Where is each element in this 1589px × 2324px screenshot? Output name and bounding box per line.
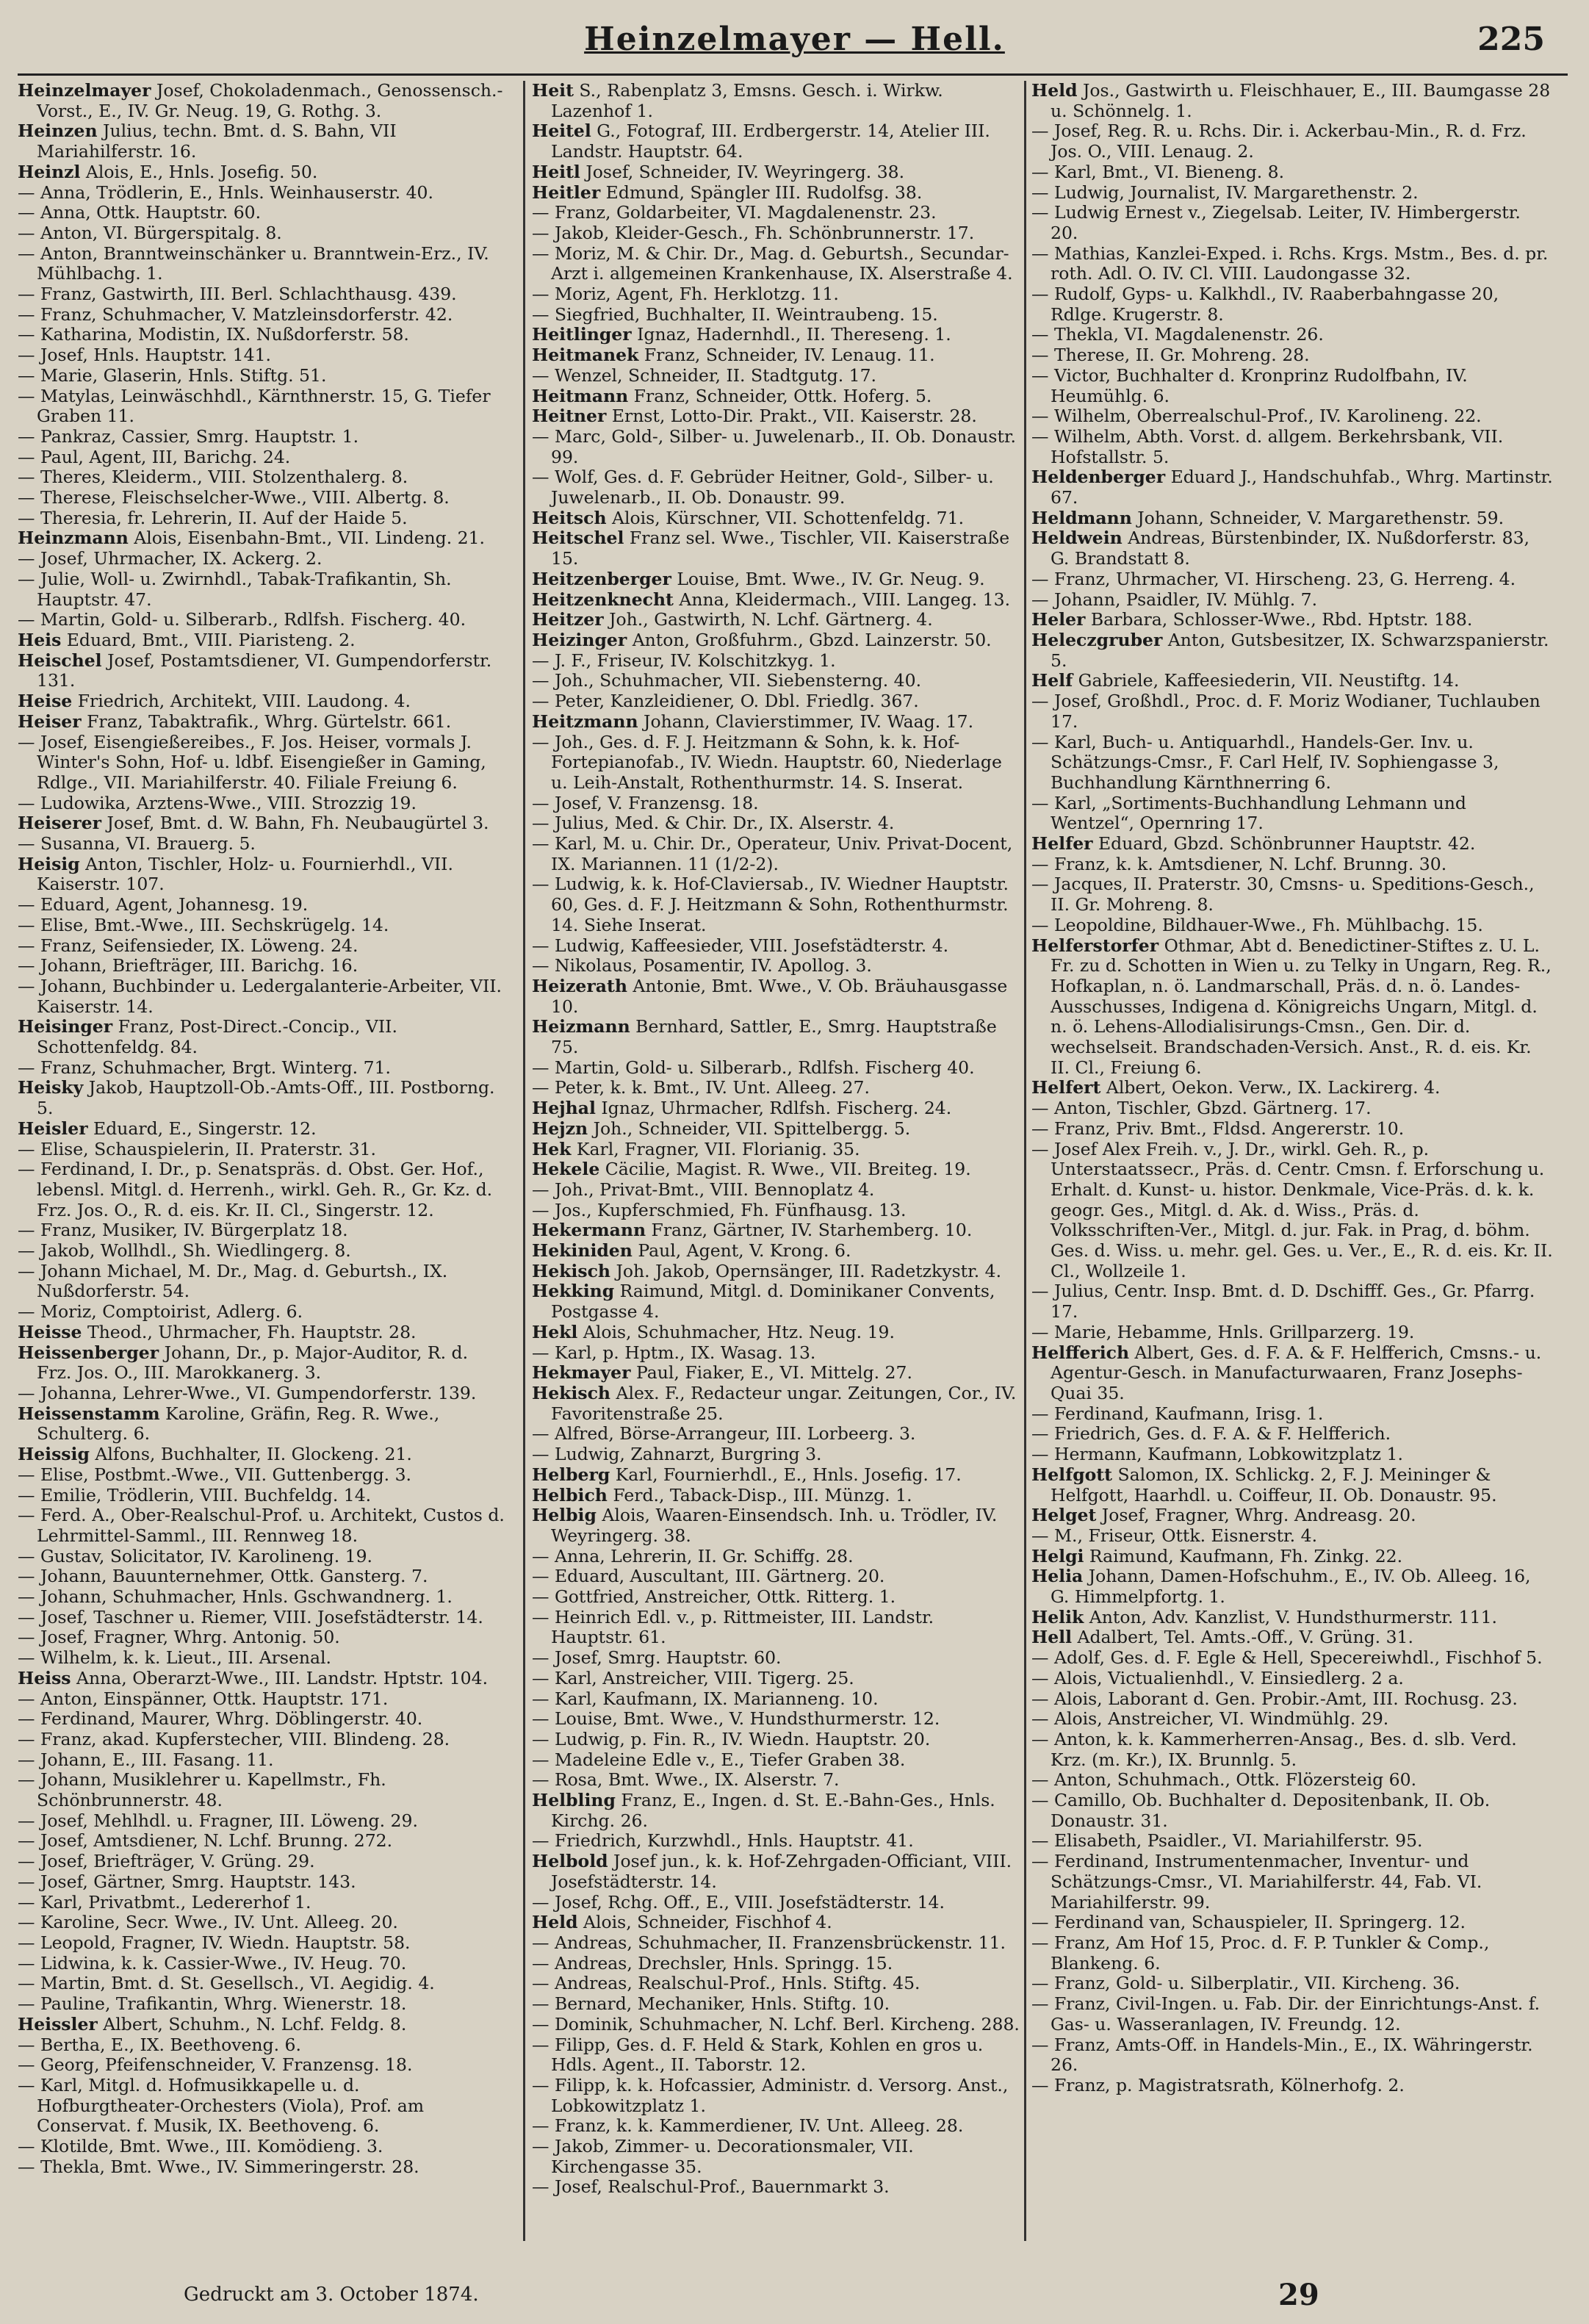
directory-entry: — Rosa, Bmt. Wwe., IX. Alserstr. 7. — [532, 1769, 840, 1791]
directory-entry: — Karl, p. Hptm., IX. Wasag. 13. — [532, 1342, 816, 1363]
directory-entry: — Franz, Uhrmacher, VI. Hirscheng. 23, G. Herreng. 4. — [1031, 568, 1516, 589]
directory-entry: — Elise, Bmt.-Wwe., III. Sechskrügelg. 14. — [18, 914, 389, 935]
directory-entry: — Anton, Tischler, Gbzd. Gärtnerg. 17. — [1031, 1098, 1372, 1119]
directory-entry: — J. F., Friseur, IV. Kolschitzkyg. 1. — [532, 650, 836, 671]
directory-entry: — Therese, II. Gr. Mohreng. 28. — [1031, 345, 1310, 366]
directory-entry: — Ferdinand van, Schauspieler, II. Springerg. 12. — [1031, 1912, 1466, 1933]
directory-entry: — Wolf, Ges. d. F. Gebrüder Heitner, Gold-, Silber- u. Juwelenarb., II. Ob. Donaustr. 99. — [532, 467, 994, 508]
directory-entry: — Andreas, Drechsler, Hnls. Springg. 15. — [532, 1952, 893, 1974]
directory-entry: — Adolf, Ges. d. F. Egle & Hell, Specereiwhdl., Fischhof 5. — [1031, 1647, 1543, 1669]
directory-entry: — Karl, Kaufmann, IX. Marianneng. 10. — [532, 1688, 879, 1709]
directory-entry: — Elise, Schauspielerin, II. Praterstr. 31. — [18, 1138, 376, 1159]
directory-entry: — Thekla, Bmt. Wwe., IV. Simmeringerstr. 28. — [18, 2156, 419, 2177]
directory-entry: — Josef, Amtsdiener, N. Lchf. Brunng. 272. — [18, 1830, 393, 1852]
directory-entry: Held Alois, Schneider, Fischhof 4. — [532, 1912, 832, 1933]
directory-entry: — Filipp, k. k. Hofcassier, Administr. d. Versorg. Anst., Lobkowitzplatz 1. — [532, 2074, 1009, 2116]
directory-entry: — Johann, Psaidler, IV. Mühlg. 7. — [1031, 589, 1318, 610]
directory-entry: — Gustav, Solicitator, IV. Karolineng. 19. — [18, 1545, 373, 1566]
directory-entry: Heldwein Andreas, Bürstenbinder, IX. Nußdorferstr. 83, G. Brandstatt 8. — [1031, 528, 1529, 569]
directory-entry: Heisse Theod., Uhrmacher, Fh. Hauptstr. 28. — [18, 1321, 417, 1342]
directory-entry: — Joh., Schuhmacher, VII. Siebensterng. 40. — [532, 670, 922, 691]
directory-entry: Heitsch Alois, Kürschner, VII. Schottenfeldg. 71. — [532, 507, 965, 528]
directory-entry: — Marc, Gold-, Silber- u. Juwelenarb., II. Ob. Donaustr. 99. — [532, 425, 1017, 467]
directory-entry: — Andreas, Realschul-Prof., Hnls. Stiftg. 45. — [532, 1973, 920, 1994]
directory-entry: Heleczgruber Anton, Gutsbesitzer, IX. Schwarzspanierstr. 5. — [1031, 629, 1549, 671]
print-date: Gedruckt am 3. October 1874. — [184, 2284, 479, 2306]
page-footer — [0, 2278, 1589, 2314]
directory-entry: Hekermann Franz, Gärtner, IV. Starhemberg. 10. — [532, 1220, 973, 1241]
directory-entry: Heitschel Franz sel. Wwe., Tischler, VII. Kaiserstraße 15. — [532, 528, 1010, 569]
directory-entry: — Franz, Amts-Off. in Handels-Min., E., IX. Währingerstr. 26. — [1031, 2034, 1533, 2076]
directory-entry: — Andreas, Schuhmacher, II. Franzensbrückenstr. 11. — [532, 1932, 1006, 1953]
directory-entry: Helik Anton, Adv. Kanzlist, V. Hundsthurmerstr. 111. — [1031, 1606, 1498, 1627]
directory-entry: — Camillo, Ob. Buchhalter d. Depositenbank, II. Ob. Donaustr. 31. — [1031, 1790, 1491, 1831]
directory-entry: Hekmayer Paul, Fiaker, E., VI. Mittelg. 27. — [532, 1362, 912, 1384]
page-header — [0, 21, 1589, 65]
directory-entry: Helfer Eduard, Gbzd. Schönbrunner Hauptstr. 42. — [1031, 833, 1476, 855]
column-3 — [1031, 81, 1553, 2241]
directory-entry: Heise Friedrich, Architekt, VIII. Laudong. 4. — [18, 691, 411, 712]
directory-entry: — Anton, Branntweinschänker u. Branntwein-Erz., IV. Mühlbachg. 1. — [18, 242, 489, 284]
directory-entry: — Wilhelm, Oberrealschul-Prof., IV. Karolineng. 22. — [1031, 406, 1482, 427]
directory-entry: — Elise, Postbmt.-Wwe., VII. Guttenbergg. 3. — [18, 1464, 412, 1485]
directory-entry: — Alois, Laborant d. Gen. Probir.-Amt, III. Rochusg. 23. — [1031, 1688, 1518, 1709]
directory-entry: — Josef, Eisengießereibes., F. Jos. Heiser, vormals J. Winter's Sohn, Hof- u. ldbf. Eisengießer in Gaming, Rdlge., VII. Mariahilferstr. 40. Filiale Freiung 6. — [18, 731, 486, 793]
directory-entry: Heizerath Antonie, Bmt. Wwe., V. Ob. Bräuhausgasse 10. — [532, 975, 1008, 1017]
directory-entry: — Katharina, Modistin, IX. Nußdorferstr. 58. — [18, 324, 409, 345]
directory-entry: — Pauline, Trafikantin, Whrg. Wienerstr. 18. — [18, 1993, 407, 2015]
directory-entry: — Ludwig, Zahnarzt, Burgring 3. — [532, 1444, 822, 1465]
directory-entry: Helgi Raimund, Kaufmann, Fh. Zinkg. 22. — [1031, 1545, 1403, 1566]
directory-entry: — Rudolf, Gyps- u. Kalkhdl., IV. Raaberbahngasse 20, Rdlge. Krugerstr. 8. — [1031, 284, 1499, 325]
directory-entry: — Josef, Gärtner, Smrg. Hauptstr. 143. — [18, 1871, 356, 1892]
directory-entry: — Peter, Kanzleidiener, O. Dbl. Friedlg. 367. — [532, 691, 919, 712]
directory-entry: — Franz, Gastwirth, III. Berl. Schlachthausg. 439. — [18, 284, 457, 305]
directory-entry: — Louise, Bmt. Wwe., V. Hundsthurmerstr. 12. — [532, 1708, 940, 1730]
directory-entry: — Anton, Einspänner, Ottk. Hauptstr. 171. — [18, 1688, 389, 1709]
directory-entry: — Johann, Musiklehrer u. Kapellmstr., Fh. Schönbrunnerstr. 48. — [18, 1769, 386, 1811]
directory-entry: Helberg Karl, Fournierhdl., E., Hnls. Josefig. 17. — [532, 1464, 962, 1485]
directory-entry: — Josef, Realschul-Prof., Bauernmarkt 3. — [532, 2176, 890, 2198]
directory-entry: — Josef, Uhrmacher, IX. Ackerg. 2. — [18, 548, 323, 569]
directory-entry: Helbig Alois, Waaren-Einsendsch. Inh. u. Trödler, IV. Weyringerg. 38. — [532, 1505, 998, 1546]
directory-entry: — Johanna, Lehrer-Wwe., VI. Gumpendorferstr. 139. — [18, 1383, 477, 1403]
directory-entry: — Marie, Hebamme, Hnls. Grillparzerg. 19. — [1031, 1321, 1415, 1342]
directory-entry: Heiser Franz, Tabaktrafik., Whrg. Gürtelstr. 661. — [18, 710, 452, 732]
directory-entry: Heizinger Anton, Großfuhrm., Gbzd. Lainzerstr. 50. — [532, 629, 992, 650]
directory-entry: — Elisabeth, Psaidler., VI. Mariahilferstr. 95. — [1031, 1830, 1423, 1852]
directory-entry: Heldmann Johann, Schneider, V. Margarethenstr. 59. — [1031, 507, 1505, 528]
directory-entry: — Marie, Glaserin, Hnls. Stiftg. 51. — [18, 364, 327, 386]
directory-entry: — Josef, Smrg. Hauptstr. 60. — [532, 1647, 782, 1669]
directory-entry: Heit S., Rabenplatz 3, Emsns. Gesch. i. Wirkw. Lazenhof 1. — [532, 81, 943, 121]
directory-entry: — Johann Michael, M. Dr., Mag. d. Geburtsh., IX. Nußdorferstr. 54. — [18, 1260, 448, 1302]
directory-entry: — Anna, Ottk. Hauptstr. 60. — [18, 202, 262, 223]
column-1 — [18, 81, 506, 2241]
directory-entry: — Emilie, Trödlerin, VIII. Buchfeldg. 14. — [18, 1484, 372, 1505]
directory-entry: — Dominik, Schuhmacher, N. Lchf. Berl. Kircheng. 288. — [532, 2013, 1020, 2035]
directory-entry: — Karl, Mitgl. d. Hofmusikkapelle u. d. Hofburgtheater-Orchesters (Viola), Prof. am Conservat. f. Musik, IX. Beethoveng. 6. — [18, 2074, 425, 2137]
directory-entry: Heitzenknecht Anna, Kleidermach., VIII. Langeg. 13. — [532, 589, 1011, 610]
directory-entry: Heitl Josef, Schneider, IV. Weyringerg. 38. — [532, 161, 905, 182]
directory-entry: Heizmann Bernhard, Sattler, E., Smrg. Hauptstraße 75. — [532, 1016, 997, 1058]
directory-entry: — Jakob, Zimmer- u. Decorationsmaler, VII. Kirchengasse 35. — [532, 2136, 914, 2177]
directory-entry: — Bertha, E., IX. Beethoveng. 6. — [18, 2034, 301, 2055]
directory-entry: — Josef, Fragner, Whrg. Antonig. 50. — [18, 1627, 340, 1648]
directory-entry: — Johann, Schuhmacher, Hnls. Gschwandnerg. 1. — [18, 1586, 453, 1608]
directory-entry: — Ferdinand, I. Dr., p. Senatspräs. d. Obst. Ger. Hof., lebensl. Mitgl. d. Herrenh., wirkl. Geh. R., Gr. Kz. d. Frz. Jos. O., R. d. eis. Kr. II. Cl., Singerstr. 12. — [18, 1159, 493, 1220]
directory-entry: — Heinrich Edl. v., p. Rittmeister, III. Landstr. Hauptstr. 61. — [532, 1606, 934, 1648]
directory-entry: — Josef, Briefträger, V. Grüng. 29. — [18, 1851, 315, 1872]
directory-entry: — Moriz, Comptoirist, Adlerg. 6. — [18, 1301, 303, 1323]
directory-entry: — Karoline, Secr. Wwe., IV. Unt. Alleeg. 20. — [18, 1912, 398, 1933]
directory-entry: Hekisch Joh. Jakob, Opernsänger, III. Radetzkystr. 4. — [532, 1260, 1002, 1281]
directory-entry: — Siegfried, Buchhalter, II. Weintraubeng. 15. — [532, 303, 938, 325]
directory-entry: Heinzelmayer Josef, Chokoladenmach., Genossensch.-Vorst., E., IV. Gr. Neug. 19, G. Rothg. 3. — [18, 81, 503, 121]
directory-entry: — Franz, k. k. Amtsdiener, N. Lchf. Brunng. 30. — [1031, 853, 1447, 874]
directory-entry: — Ferd. A., Ober-Realschul-Prof. u. Architekt, Custos d. Lehrmittel-Samml., III. Rennweg 18. — [18, 1505, 505, 1546]
directory-entry: — Anton, k. k. Kammerherren-Ansag., Bes. d. slb. Verd. Krz. (m. Kr.), IX. Brunnlg. 5. — [1031, 1728, 1517, 1770]
directory-entry: — Martin, Gold- u. Silberarb., Rdlfsh. Fischerg. 40. — [18, 609, 466, 630]
directory-entry: — Pankraz, Cassier, Smrg. Hauptstr. 1. — [18, 425, 359, 447]
directory-entry: — Franz, Seifensieder, IX. Löweng. 24. — [18, 935, 358, 956]
directory-entry: — Franz, Schuhmacher, V. Matzleinsdorferstr. 42. — [18, 303, 453, 325]
directory-entry: Hejzn Joh., Schneider, VII. Spittelbergg. 5. — [532, 1118, 911, 1139]
directory-entry: — Ferdinand, Kaufmann, Irisg. 1. — [1031, 1403, 1324, 1424]
directory-entry: Hekking Raimund, Mitgl. d. Dominikaner Convents, Postgasse 4. — [532, 1281, 995, 1323]
directory-entry: Heiss Anna, Oberarzt-Wwe., III. Landstr. Hptstr. 104. — [18, 1667, 489, 1688]
directory-entry: — Alois, Victualienhdl., V. Einsiedlerg. 2 a. — [1031, 1667, 1404, 1688]
directory-entry: — Mathias, Kanzlei-Exped. i. Rchs. Krgs. Mstm., Bes. d. pr. roth. Adl. O. IV. Cl. VIII. Laudongasse 32. — [1031, 242, 1549, 284]
directory-entry: — Franz, Gold- u. Silberplatir., VII. Kircheng. 36. — [1031, 1973, 1460, 1994]
directory-entry: Helbling Franz, E., Ingen. d. St. E.-Bahn-Ges., Hnls. Kirchg. 26. — [532, 1790, 995, 1831]
directory-entry: — Franz, Musiker, IV. Bürgerplatz 18. — [18, 1220, 348, 1241]
directory-entry: — Wilhelm, k. k. Lieut., III. Arsenal. — [18, 1647, 331, 1669]
directory-entry: — Victor, Buchhalter d. Kronprinz Rudolfbahn, IV. Heumühlg. 6. — [1031, 364, 1468, 406]
directory-entry: Heitmann Franz, Schneider, Ottk. Hoferg. 5. — [532, 385, 932, 406]
directory-entry: Heldenberger Eduard J., Handschuhfab., Whrg. Martinstr. 67. — [1031, 467, 1553, 508]
directory-entry: — Josef, Taschner u. Riemer, VIII. Josefstädterstr. 14. — [18, 1606, 483, 1627]
directory-entry: — Julius, Med. & Chir. Dr., IX. Alserstr. 4. — [532, 813, 895, 834]
directory-entry: — Leopold, Fragner, IV. Wiedn. Hauptstr. 58. — [18, 1932, 411, 1953]
directory-entry: — Julie, Woll- u. Zwirnhdl., Tabak-Trafikantin, Sh. Hauptstr. 47. — [18, 568, 452, 610]
columns — [18, 81, 1571, 2241]
directory-entry: Hekisch Alex. F., Redacteur ungar. Zeitungen, Cor., IV. Favoritenstraße 25. — [532, 1383, 1017, 1424]
directory-entry: Heinzen Julius, techn. Bmt. d. S. Bahn, VII Mariahilferstr. 16. — [18, 120, 397, 162]
directory-entry: Heler Barbara, Schlosser-Wwe., Rbd. Hptstr. 188. — [1031, 609, 1473, 630]
directory-entry: Helfert Albert, Oekon. Verw., IX. Lackirerg. 4. — [1031, 1077, 1441, 1098]
directory-entry: — Franz, p. Magistratsrath, Kölnerhofg. 2. — [1031, 2074, 1405, 2095]
directory-entry: — Theres, Kleiderm., VIII. Stolzenthalerg. 8. — [18, 467, 408, 488]
directory-entry: — Martin, Bmt. d. St. Gesellsch., VI. Aegidig. 4. — [18, 1973, 435, 1994]
directory-entry: — Madeleine Edle v., E., Tiefer Graben 38. — [532, 1749, 906, 1770]
directory-entry: — Wilhelm, Abth. Vorst. d. allgem. Berkehrsbank, VII. Hofstallstr. 5. — [1031, 425, 1504, 467]
page-number: 225 — [1477, 21, 1545, 58]
signature-mark: 29 — [1278, 2278, 1319, 2312]
directory-entry: — Franz, Goldarbeiter, VI. Magdalenenstr. 23. — [532, 202, 937, 223]
directory-entry: — Ludowika, Arztens-Wwe., VIII. Strozzig 19. — [18, 792, 417, 813]
directory-entry: — Karl, Anstreicher, VIII. Tigerg. 25. — [532, 1667, 854, 1688]
directory-entry: — Peter, k. k. Bmt., IV. Unt. Alleeg. 27. — [532, 1077, 870, 1098]
directory-entry: Heisky Jakob, Hauptzoll-Ob.-Amts-Off., III. Postborng. 5. — [18, 1077, 495, 1119]
directory-entry: — Jakob, Wollhdl., Sh. Wiedlingerg. 8. — [18, 1240, 351, 1262]
directory-entry: Hekele Cäcilie, Magist. R. Wwe., VII. Breiteg. 19. — [532, 1159, 971, 1180]
directory-entry: — Gottfried, Anstreicher, Ottk. Ritterg. 1. — [532, 1586, 896, 1608]
header-rule — [18, 73, 1568, 76]
directory-entry: — Alois, Anstreicher, VI. Windmühlg. 29. — [1031, 1708, 1389, 1730]
directory-entry: — Josef Alex Freih. v., J. Dr., wirkl. Geh. R., p. Unterstaatssecr., Präs. d. Centr. Cmsn. f. Erforschung u. Erhalt. d. Kunst- u. histor. Denkmale, Vice-Präs. d. k. k. geogr. Ges., Mitgl. d. Ak. d. Wiss., Präs. d. Volksschriften-Ver., Mitgl. d. jur. Fak. in Prag, d. böhm. Ges. d. Wiss. u. mehr. gel. Ges. u. Ver., E., R. d. eis. Kr. II. Cl., Wollzeile 1. — [1031, 1138, 1553, 1281]
directory-entry: — Karl, Bmt., VI. Bieneng. 8. — [1031, 161, 1285, 182]
directory-entry: — Karl, Buch- u. Antiquarhdl., Handels-Ger. Inv. u. Schätzungs-Cmsr., F. Carl Helf, IV. Sophiengasse 3, Buchhandlung Kärnthnerring 6. — [1031, 731, 1499, 793]
directory-entry: Helferstorfer Othmar, Abt d. Benedictiner-Stiftes z. U. L. Fr. zu d. Schotten in Wien u. zu Telky in Ungarn, Reg. R., Hofkaplan, n. ö. Landmarschall, Präs. d. n. ö. Landes-Ausschusses, Indigena d. Königreichs Ungarn, Mitgl. d. n. ö. Lehens-Allodialisirungs-Cmsn., Gen. Dir. d. wechselseit. Brandschaden-Versich. Anst., R. d. eis. Kr. II. Cl., Freiung 6. — [1031, 935, 1552, 1078]
directory-entry: Hekl Alois, Schuhmacher, Htz. Neug. 19. — [532, 1321, 895, 1342]
directory-entry: — Josef, Reg. R. u. Rchs. Dir. i. Ackerbau-Min., R. d. Frz. Jos. O., VIII. Lenaug. 2. — [1031, 120, 1527, 162]
directory-entry: — Josef, Großhdl., Proc. d. F. Moriz Wodianer, Tuchlauben 17. — [1031, 691, 1541, 732]
directory-entry: — Theresia, fr. Lehrerin, II. Auf der Haide 5. — [18, 507, 408, 528]
directory-entry: — Moriz, M. & Chir. Dr., Mag. d. Geburtsh., Secundar-Arzt i. allgemeinen Krankenhause, IX. Alserstraße 4. — [532, 242, 1013, 284]
directory-entry: Helbich Ferd., Taback-Disp., III. Münzg. 1. — [532, 1484, 912, 1505]
directory-entry: — Franz, akad. Kupferstecher, VIII. Blindeng. 28. — [18, 1728, 450, 1749]
directory-entry: — Johann, E., III. Fasang. 11. — [18, 1749, 274, 1770]
directory-entry: — Josef, Rchg. Off., E., VIII. Josefstädterstr. 14. — [532, 1891, 945, 1913]
directory-entry: — Franz, Civil-Ingen. u. Fab. Dir. der Einrichtungs-Anst. f. Gas- u. Wasseranlagen, IV. Freundg. 12. — [1031, 1993, 1541, 2035]
running-head-title: Heinzelmayer — Hell. — [584, 21, 1005, 58]
directory-entry: — Julius, Centr. Insp. Bmt. d. D. Dschifff. Ges., Gr. Pfarrg. 17. — [1031, 1281, 1535, 1323]
directory-entry: — Ferdinand, Maurer, Whrg. Döblingerstr. 40. — [18, 1708, 423, 1730]
directory-entry: — Josef, Mehlhdl. u. Fragner, III. Löweng. 29. — [18, 1810, 418, 1831]
directory-entry: — Ludwig Ernest v., Ziegelsab. Leiter, IV. Himbergerstr. 20. — [1031, 202, 1521, 243]
directory-entry: Heisig Anton, Tischler, Holz- u. Fournierhdl., VII. Kaiserstr. 107. — [18, 853, 453, 895]
directory-entry: — Karl, Privatbmt., Ledererhof 1. — [18, 1891, 311, 1913]
directory-entry: — Lidwina, k. k. Cassier-Wwe., IV. Heug. 70. — [18, 1952, 407, 1974]
directory-entry: Hek Karl, Fragner, VII. Florianig. 35. — [532, 1138, 860, 1159]
directory-entry: — Thekla, VI. Magdalenenstr. 26. — [1031, 324, 1324, 345]
directory-entry: — Ludwig, Kaffeesieder, VIII. Josefstädterstr. 4. — [532, 935, 949, 956]
directory-entry: — Jos., Kupferschmied, Fh. Fünfhausg. 13. — [532, 1199, 907, 1220]
directory-entry: Helbold Josef jun., k. k. Hof-Zehrgaden-Officiant, VIII. Josefstädterstr. 14. — [532, 1851, 1012, 1892]
directory-entry: Heissenberger Johann, Dr., p. Major-Auditor, R. d. Frz. Jos. O., III. Marokkanerg. 3. — [18, 1342, 469, 1384]
directory-entry: Heitlinger Ignaz, Hadernhdl., II. Thereseng. 1. — [532, 324, 951, 345]
directory-entry: — Franz, k. k. Kammerdiener, IV. Unt. Alleeg. 28. — [532, 2115, 964, 2137]
directory-entry: — Filipp, Ges. d. F. Held & Stark, Kohlen en gros u. Hdls. Agent., II. Taborstr. 12. — [532, 2034, 984, 2076]
directory-entry: — Ludwig, k. k. Hof-Claviersab., IV. Wiedner Hauptstr. 60, Ges. d. F. J. Heitzmann & Sohn, Rothenthurmstr. 14. Siehe Inserat. — [532, 874, 1009, 935]
directory-entry: — Moriz, Agent, Fh. Herklotzg. 11. — [532, 284, 839, 305]
directory-entry: Hell Adalbert, Tel. Amts.-Off., V. Grüng. 31. — [1031, 1627, 1413, 1648]
directory-entry: — Martin, Gold- u. Silberarb., Rdlfsh. Fischerg 40. — [532, 1057, 975, 1078]
directory-entry: Heitzenberger Louise, Bmt. Wwe., IV. Gr. Neug. 9. — [532, 568, 985, 589]
directory-entry: — Matylas, Leinwäschhdl., Kärnthnerstr. 15, G. Tiefer Graben 11. — [18, 385, 491, 427]
directory-entry: Heitel G., Fotograf, III. Erdbergerstr. 14, Atelier III. Landstr. Hauptstr. 64. — [532, 120, 990, 162]
directory-entry: Heis Eduard, Bmt., VIII. Piaristeng. 2. — [18, 629, 356, 650]
directory-entry: — Joh., Ges. d. F. J. Heitzmann & Sohn, k. k. Hof-Fortepianofab., IV. Wiedn. Hauptstr. 60, Niederlage u. Leih-Anstalt, Rothenthurmstr. 14. S. Inserat. — [532, 731, 1002, 793]
directory-entry: — Alfred, Börse-Arrangeur, III. Lorbeerg. 3. — [532, 1423, 916, 1445]
directory-entry: Heissler Albert, Schuhm., N. Lchf. Feldg. 8. — [18, 2013, 407, 2035]
directory-entry: Heissig Alfons, Buchhalter, II. Glockeng. 21. — [18, 1444, 412, 1465]
directory-entry: Helia Johann, Damen-Hofschuhm., E., IV. Ob. Alleeg. 16, G. Himmelpfortg. 1. — [1031, 1566, 1531, 1608]
directory-entry: — Ludwig, Journalist, IV. Margarethenstr. 2. — [1031, 181, 1419, 203]
directory-entry: Heinzl Alois, E., Hnls. Josefig. 50. — [18, 161, 318, 182]
directory-entry: — Karl, M. u. Chir. Dr., Operateur, Univ. Privat-Docent, IX. Mariannen. 11 (1/2-2). — [532, 833, 1013, 874]
directory-entry: — Jacques, II. Praterstr. 30, Cmsns- u. Speditions-Gesch., II. Gr. Mohreng. 8. — [1031, 874, 1535, 915]
directory-entry: — Johann, Bauunternehmer, Ottk. Gansterg. 7. — [18, 1566, 428, 1587]
directory-entry: — Wenzel, Schneider, II. Stadtgutg. 17. — [532, 364, 877, 386]
directory-entry: Heinzmann Alois, Eisenbahn-Bmt., VII. Lindeng. 21. — [18, 528, 486, 549]
directory-entry: — Eduard, Auscultant, III. Gärtnerg. 20. — [532, 1566, 885, 1587]
directory-entry: — Franz, Schuhmacher, Brgt. Winterg. 71. — [18, 1057, 391, 1078]
directory-entry: — Franz, Am Hof 15, Proc. d. F. P. Tunkler & Comp., Blankeng. 6. — [1031, 1932, 1490, 1974]
directory-entry: Helfgott Salomon, IX. Schlickg. 2, F. J. Meininger & Helfgott, Haarhdl. u. Coiffeur, II. Ob. Donaustr. 95. — [1031, 1464, 1497, 1505]
directory-entry: — Paul, Agent, III, Barichg. 24. — [18, 446, 291, 467]
directory-entry: — Anna, Trödlerin, E., Hnls. Weinhauserstr. 40. — [18, 181, 433, 203]
directory-entry: — Anton, Schuhmach., Ottk. Flözersteig 60. — [1031, 1769, 1417, 1791]
directory-entry: Helget Josef, Fragner, Whrg. Andreasg. 20. — [1031, 1505, 1416, 1526]
directory-entry: — Friedrich, Kurzwhdl., Hnls. Hauptstr. 41. — [532, 1830, 914, 1852]
directory-entry: Heitmanek Franz, Schneider, IV. Lenaug. 11. — [532, 345, 935, 366]
directory-entry: — Josef, Hnls. Hauptstr. 141. — [18, 345, 271, 366]
directory-entry: Hekiniden Paul, Agent, V. Krong. 6. — [532, 1240, 851, 1262]
directory-entry: Heisler Eduard, E., Singerstr. 12. — [18, 1118, 317, 1139]
directory-entry: — Eduard, Agent, Johannesg. 19. — [18, 894, 309, 915]
directory-entry: Heissenstamm Karoline, Gräfin, Reg. R. Wwe., Schulterg. 6. — [18, 1403, 440, 1445]
directory-entry: — Anna, Lehrerin, II. Gr. Schiffg. 28. — [532, 1545, 854, 1566]
directory-entry: — Anton, VI. Bürgerspitalg. 8. — [18, 222, 282, 243]
directory-entry: — Ferdinand, Instrumentenmacher, Inventur- und Schätzungs-Cmsr., VI. Mariahilferstr. 44, Fab. VI. Mariahilferstr. 99. — [1031, 1851, 1482, 1913]
directory-entry: — Bernard, Mechaniker, Hnls. Stiftg. 10. — [532, 1993, 890, 2015]
directory-entry: Heisinger Franz, Post-Direct.-Concip., VII. Schottenfeldg. 84. — [18, 1016, 397, 1058]
directory-entry: Heischel Josef, Postamtsdiener, VI. Gumpendorferstr. 131. — [18, 650, 492, 691]
directory-entry: — Susanna, VI. Brauerg. 5. — [18, 833, 256, 855]
directory-entry: — Jakob, Kleider-Gesch., Fh. Schönbrunnerstr. 17. — [532, 222, 975, 243]
directory-entry: Heitner Ernst, Lotto-Dir. Prakt., VII. Kaiserstr. 28. — [532, 406, 977, 427]
directory-entry: — Therese, Fleischselcher-Wwe., VIII. Albertg. 8. — [18, 487, 450, 508]
directory-entry: — Klotilde, Bmt. Wwe., III. Komödieng. 3. — [18, 2136, 383, 2157]
directory-entry: — Nikolaus, Posamentir, IV. Apollog. 3. — [532, 955, 872, 976]
directory-entry: Heitler Edmund, Spängler III. Rudolfsg. 38. — [532, 181, 923, 203]
directory-entry: — Josef, V. Franzensg. 18. — [532, 792, 759, 813]
directory-entry: — M., Friseur, Ottk. Eisnerstr. 4. — [1031, 1525, 1318, 1546]
directory-entry: — Franz, Priv. Bmt., Fldsd. Angererstr. 10. — [1031, 1118, 1405, 1139]
directory-entry: — Johann, Buchbinder u. Ledergalanterie-Arbeiter, VII. Kaiserstr. 14. — [18, 975, 502, 1017]
directory-entry: — Ludwig, p. Fin. R., IV. Wiedn. Hauptstr. 20. — [532, 1728, 931, 1749]
directory-entry: — Johann, Briefträger, III. Barichg. 16. — [18, 955, 358, 976]
directory-entry: Helfferich Albert, Ges. d. F. A. & F. Helfferich, Cmsns.- u. Agentur-Gesch. in Manufacturwaaren, Franz Josephs-Quai 35. — [1031, 1342, 1542, 1403]
directory-entry: — Hermann, Kaufmann, Lobkowitzplatz 1. — [1031, 1444, 1403, 1465]
directory-entry: Heitzmann Johann, Clavierstimmer, IV. Waag. 17. — [532, 710, 974, 732]
directory-entry: — Joh., Privat-Bmt., VIII. Bennoplatz 4. — [532, 1179, 875, 1200]
directory-entry: Hejhal Ignaz, Uhrmacher, Rdlfsh. Fischerg. 24. — [532, 1098, 952, 1119]
directory-entry: — Georg, Pfeifenschneider, V. Franzensg. 18. — [18, 2054, 413, 2076]
directory-entry: — Friedrich, Ges. d. F. A. & F. Helfferich. — [1031, 1423, 1391, 1445]
directory-entry: — Leopoldine, Bildhauer-Wwe., Fh. Mühlbachg. 15. — [1031, 914, 1483, 935]
directory-entry: Held Jos., Gastwirth u. Fleischhauer, E., III. Baumgasse 28 u. Schönnelg. 1. — [1031, 81, 1551, 121]
column-2 — [532, 81, 1020, 2241]
directory-entry: Heitzer Joh., Gastwirth, N. Lchf. Gärtnerg. 4. — [532, 609, 933, 630]
directory-entry: Heiserer Josef, Bmt. d. W. Bahn, Fh. Neubaugürtel 3. — [18, 813, 489, 834]
directory-entry: Helf Gabriele, Kaffeesiederin, VII. Neustiftg. 14. — [1031, 670, 1460, 691]
directory-entry: — Karl, „Sortiments-Buchhandlung Lehmann und Wentzel“, Opernring 17. — [1031, 792, 1466, 834]
